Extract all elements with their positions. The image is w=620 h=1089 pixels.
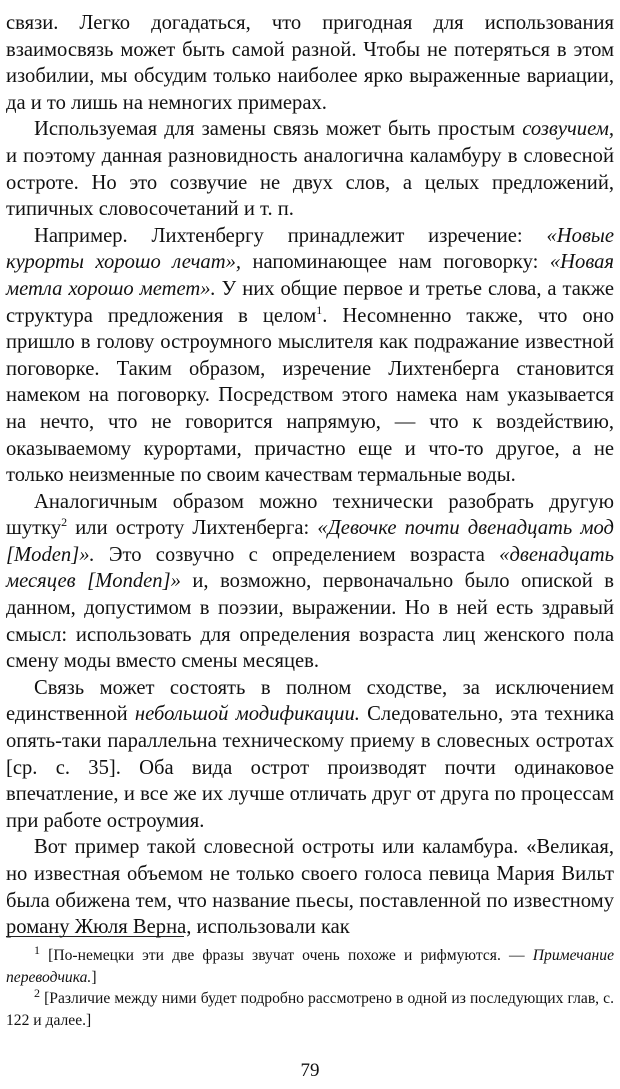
footnote-ref-2[interactable]: 2 [61,515,68,530]
paragraph-3-text-c: У них общие первое и третье слова, а также структура предложения в целом [6,277,614,327]
paragraph-4-text-c: Это созвучно с определением возраста [94,543,500,566]
paragraph-6-text: Вот пример такой словесной остроты или каламбура. «Великая, но известная объемом не только своего голоса певица Мария Вильт была обижена тем, что название пьесы, поставленной по известному роману Жюля Верна, использовали как [6,836,614,939]
footnote-ref-1[interactable]: 1 [316,302,323,317]
paragraph-3-text-d: . Несомненно также, что оно пришло в голову остроумного мыслителя как подражание известной поговорке. Таким образом, изречение Лихтенберга становится намеком на поговорку. Посредством этого намека нам указывается на нечто, что не говорится напрямую, — что к воздействию, оказываемому курортами, причастно еще и что-то другое, а не только неизменные по своим качествам термальные воды. [6,304,614,487]
paragraph-2-text-a: Используемая для замены связь может быть простым [34,118,523,141]
paragraph-3-text-a: Например. Лихтенбергу принадлежит изречение: [34,224,547,247]
footnote-1-text-a: [По-немецки эти две фразы звучат очень похоже и рифмуются. — [40,947,533,964]
paragraph-2-italic: созвучием, [522,118,614,141]
paragraph-3-italic-1: «Новые курорты хорошо лечат», [6,224,614,274]
footnote-1-marker: 1 [34,942,40,957]
paragraph-3-text-b: напоминающее нам поговорку: [241,251,550,274]
paragraph-5-italic: небольшой модификации. [134,703,360,726]
paragraph-4-italic-2: «двенадцать месяцев [Monden]» [6,543,614,593]
paragraph-4 [6,489,614,675]
footnotes [6,942,614,1031]
paragraph-4-italic-1: «Девочке почти двенадцать мод [Moden]». [6,517,614,566]
footnote-2 [6,985,614,1031]
paragraph-2 [6,116,614,222]
footnote-2-marker: 2 [34,985,40,1000]
paragraph-4-text-b: или остроту Лихтенберга: [67,517,318,540]
paragraph-2-text-b: и поэтому данная разновидность аналогична каламбуру в словесной остроте. Но это созвучие не двух слов, а целых предложений, типичных словосочетаний и т. п. [6,144,614,221]
paragraph-3 [6,223,614,489]
page-number: 79 [300,1060,320,1081]
paragraph-5 [6,675,614,835]
paragraph-4-text-d: и, возможно, первоначально было опиской в данном, допустимом в поэзии, выражении. Но в ней есть здравый смысл: использовать для определения возраста лиц женского пола смену моды вместо смены месяцев. [6,570,614,673]
paragraph-1-text: связи. Легко догадаться, что пригодная для использования взаимосвязь может быть самой разной. Чтобы не потеряться в этом изобилии, мы обсудим только наиболее ярко выраженные вариации, да и то лишь на немногих примерах. [6,12,614,114]
paragraph-6 [6,834,614,940]
footnote-1-italic: Примечание переводчика. [6,947,614,986]
paragraph-3-italic-2: «Новая метла хорошо метет». [6,251,614,300]
paragraph-5-text-b: Следовательно, эта техника опять-таки параллельна техническому приему в словесных остротах [ср. с. 35]. Оба вида острот производят почти одинаковое впечатление, и все же их лучше отличать друг от друга по процессам при работе остроумия. [6,703,614,832]
footnote-2-text: [Различие между ними будет подробно рассмотрено в одной из последующих глав, с. 122 и далее.] [6,990,614,1029]
paragraph-4-text-a: Аналогичным образом можно технически разобрать другую шутку [6,490,614,540]
footnote-divider [6,936,184,937]
footnote-1-text-b: ] [91,968,97,986]
footnote-1 [6,942,614,988]
paragraph-5-text-a: Связь может состоять в полном сходстве, за исключением единственной [6,676,614,726]
body-text [6,10,614,941]
paragraph-1 [6,10,614,116]
